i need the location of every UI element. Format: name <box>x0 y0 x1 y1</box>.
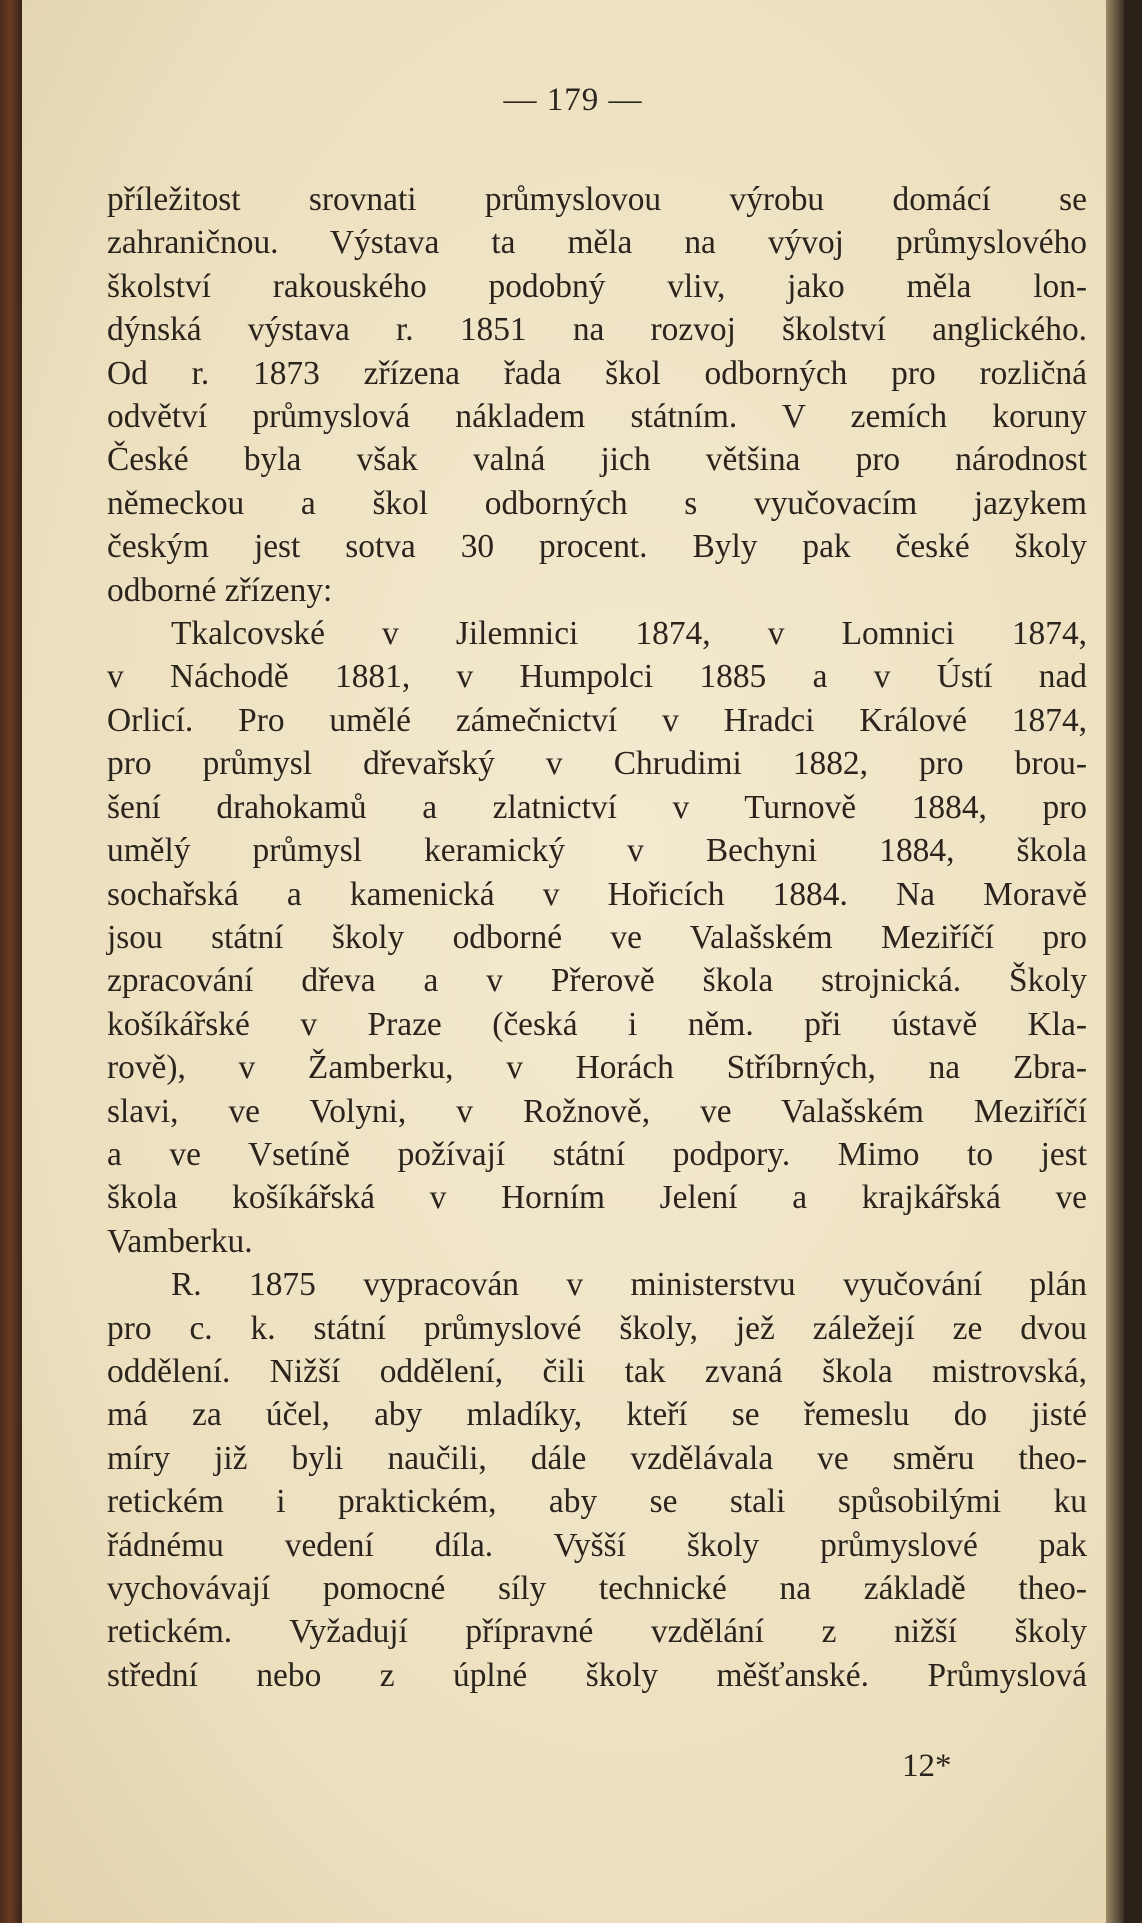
signature-mark: 12* <box>902 1748 952 1784</box>
page-edge <box>1106 0 1124 1923</box>
text-line: odvětví průmyslová nákladem státním. V zemích koruny <box>107 398 1087 436</box>
text-line: jsou státní školy odborné ve Valašském Meziříčí pro <box>107 918 1087 956</box>
text-line: školství rakouského podobný vliv, jako měla lon- <box>107 267 1087 305</box>
body-text <box>107 178 1087 1697</box>
text-line: Orlicí. Pro umělé zámečnictví v Hradci Králové 1874, <box>107 701 1087 739</box>
text-line: šení drahokamů a zlatnictví v Turnově 1884, pro <box>107 788 1087 826</box>
text-line: sochařská a kamenická v Hořicích 1884. Na Moravě <box>107 875 1087 913</box>
text-line: slavi, ve Volyni, v Rožnově, ve Valašském Meziříčí <box>107 1092 1087 1130</box>
text-line: míry již byli naučili, dále vzdělávala ve směru theo- <box>107 1439 1087 1477</box>
text-line: dýnská výstava r. 1851 na rozvoj školství anglického. <box>107 311 1087 349</box>
text-line: Od r. 1873 zřízena řada škol odborných pro rozličná <box>107 354 1087 392</box>
text-line: Vamberku. <box>107 1222 253 1260</box>
text-line: retickém i praktickém, aby se stali spůsobilými ku <box>107 1483 1087 1521</box>
text-line: příležitost srovnati průmyslovou výrobu domácí se <box>107 181 1087 218</box>
text-line: pro c. k. státní průmyslové školy, jež záležejí ze dvou <box>107 1309 1087 1347</box>
text-line: Tkalcovské v Jilemnici 1874, v Lomnici 1874, <box>171 615 1087 653</box>
text-line: retickém. Vyžadují přípravné vzdělání z nižší školy <box>107 1613 1087 1651</box>
text-line: a ve Vsetíně požívají státní podpory. Mimo to jest <box>107 1135 1087 1173</box>
text-line: České byla však valná jich většina pro národnost <box>107 441 1087 479</box>
text-line: umělý průmysl keramický v Bechyni 1884, škola <box>107 832 1087 870</box>
text-line: škola košíkářská v Horním Jelení a krajkářská ve <box>107 1179 1087 1217</box>
text-line: střední nebo z úplné školy měšťanské. Průmyslová <box>107 1656 1087 1694</box>
text-line: R. 1875 vypracován v ministerstvu vyučování plán <box>171 1266 1087 1304</box>
text-line: pro průmysl dřevařský v Chrudimi 1882, pro brou- <box>107 745 1087 783</box>
text-line: košíkářské v Praze (česká i něm. při ústavě Kla- <box>107 1005 1087 1043</box>
text-line: německou a škol odborných s vyučovacím jazykem <box>107 484 1087 522</box>
text-line: rově), v Žamberku, v Horách Stříbrných, na Zbra- <box>107 1049 1087 1087</box>
book-page <box>22 0 1124 1923</box>
text-line: vychovávají pomocné síly technické na základě theo- <box>107 1570 1087 1607</box>
text-line: oddělení. Nižší oddělení, čili tak zvaná škola mistrovská, <box>107 1352 1087 1390</box>
text-line: řádnému vedení díla. Vyšší školy průmyslové pak <box>107 1526 1087 1564</box>
text-line: zahraničnou. Výstava ta měla na vývoj průmyslového <box>107 224 1087 262</box>
text-line: v Náchodě 1881, v Humpolci 1885 a v Ústí nad <box>107 658 1087 696</box>
text-line: zpracování dřeva a v Přerově škola strojnická. Školy <box>107 962 1087 1000</box>
text-line: má za účel, aby mladíky, kteří se řemeslu do jisté <box>107 1396 1087 1434</box>
text-line: českým jest sotva 30 procent. Byly pak české školy <box>107 528 1087 566</box>
page-number: — 179 — <box>503 82 643 118</box>
book-spine <box>0 0 22 1923</box>
text-line: odborné zřízeny: <box>107 571 333 609</box>
